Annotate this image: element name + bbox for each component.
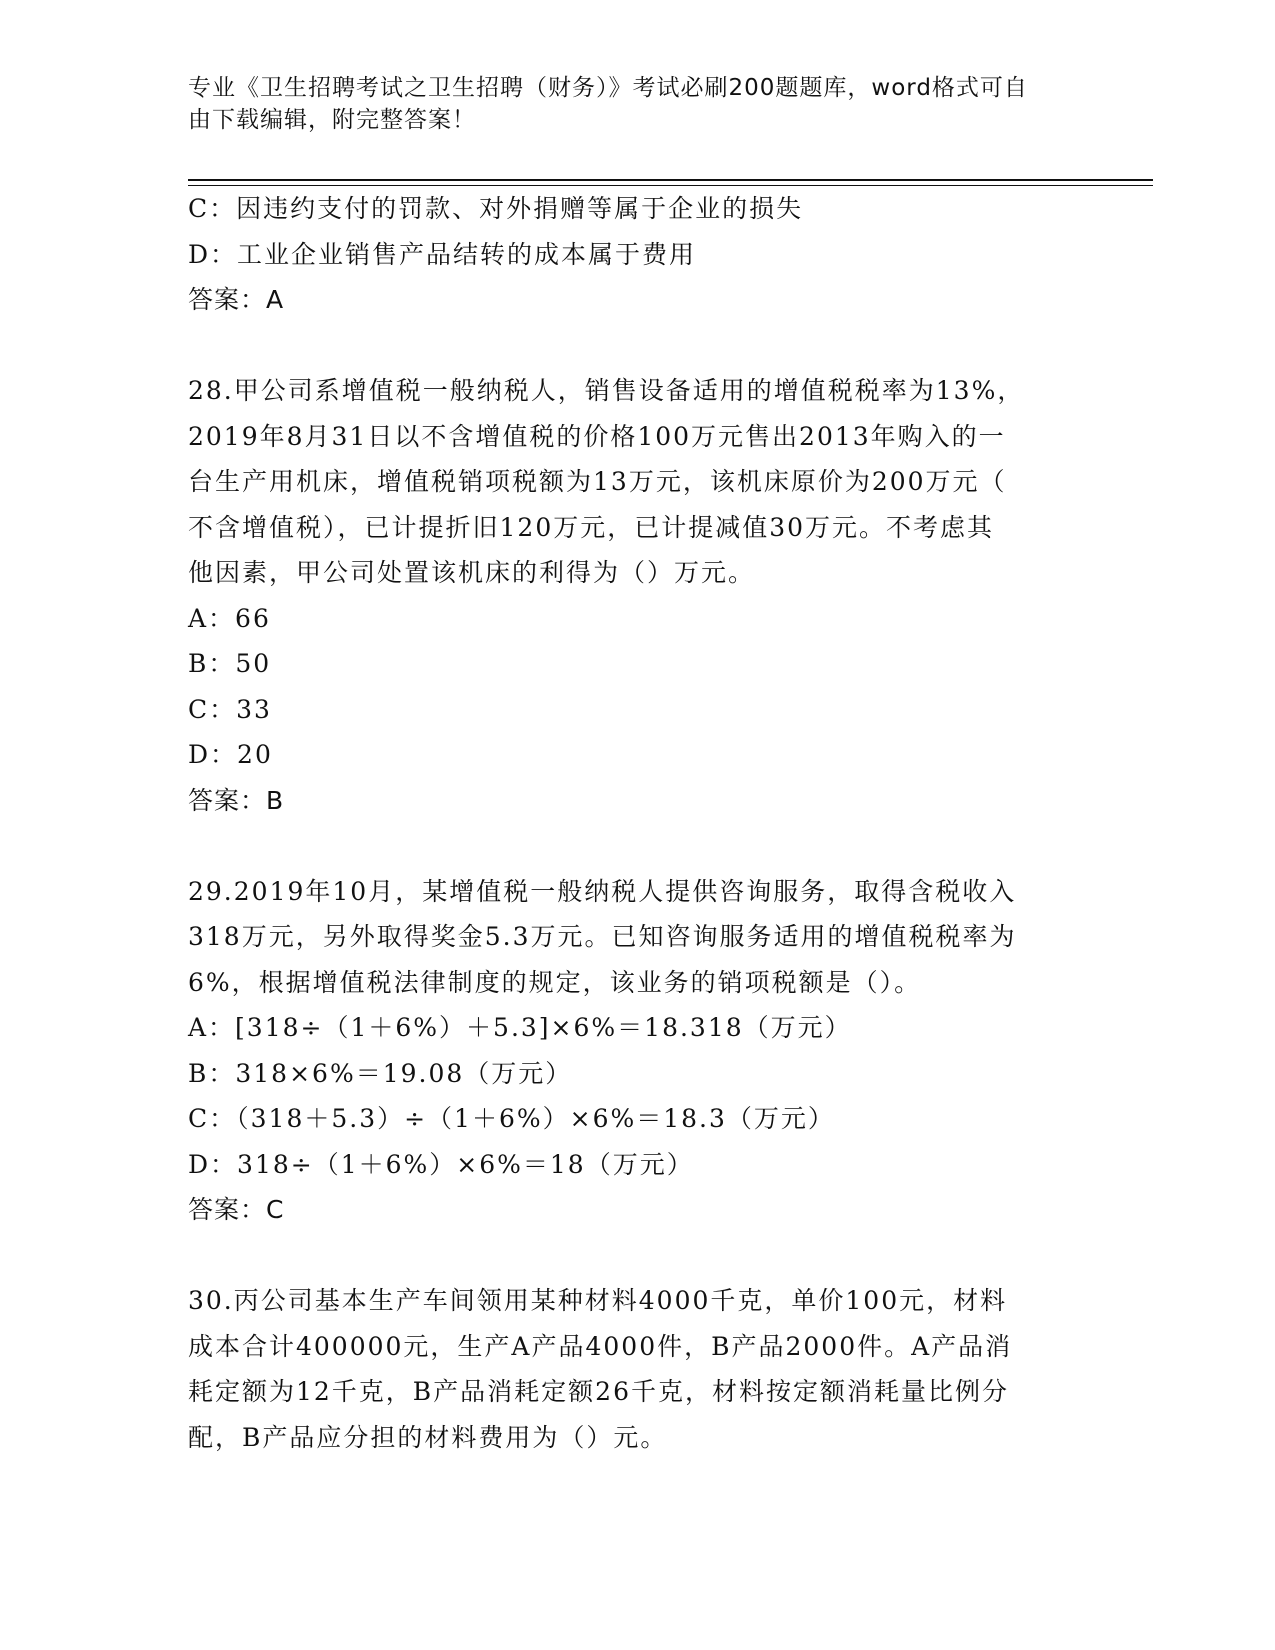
question-stem-line: 28.甲公司系增值税一般纳税人，销售设备适用的增值税税率为13%， <box>188 376 1025 405</box>
option-b: B：318×6%＝19.08（万元） <box>188 1058 573 1088</box>
question-stem-line: 6%，根据增值税法律制度的规定，该业务的销项税额是（）。 <box>188 967 922 997</box>
question-stem-line: 配，B产品应分担的材料费用为（）元。 <box>188 1422 668 1452</box>
question-stem-line: 成本合计400000元，生产A产品4000件，B产品2000件。A产品消 <box>188 1331 1013 1361</box>
option-c: C：因违约支付的罚款、对外捐赠等属于企业的损失 <box>188 194 804 223</box>
question-stem-line: 29.2019年10月，某增值税一般纳税人提供咨询服务，取得含税收入 <box>188 876 1017 906</box>
option-d: D：318÷（1＋6%）×6%＝18（万元） <box>188 1149 694 1179</box>
answer-line: 答案：A <box>188 285 285 314</box>
option-a: A：[318÷（1＋6%）＋5.3]×6%＝18.318（万元） <box>188 1013 852 1042</box>
question-30 <box>188 1278 1068 1460</box>
spacer <box>188 823 1068 869</box>
question-stem-line: 30.丙公司基本生产车间领用某种材料4000千克，单价100元，材料 <box>188 1286 1008 1315</box>
answer-line: 答案：C <box>188 1195 285 1224</box>
question-stem-line: 耗定额为12千克，B产品消耗定额26千克，材料按定额消耗量比例分 <box>188 1377 1009 1406</box>
header-line-2: 由下载编辑，附完整答案！ <box>188 107 476 133</box>
option-b: B：50 <box>188 649 272 678</box>
option-c: C：33 <box>188 694 272 724</box>
answer-line: 答案：B <box>188 785 285 815</box>
header-line-1: 专业《卫生招聘考试之卫生招聘（财务）》考试必刷200题题库，word格式可自 <box>188 75 1028 101</box>
option-d: D：工业企业销售产品结转的成本属于费用 <box>188 239 697 269</box>
document-header <box>188 72 1068 136</box>
spacer <box>188 323 1068 369</box>
question-stem-line: 2019年8月31日以不含增值税的价格100万元售出2013年购入的一 <box>188 421 1006 451</box>
document-body <box>188 186 1068 1460</box>
question-stem-line: 318万元，另外取得奖金5.3万元。已知咨询服务适用的增值税税率为 <box>188 922 1017 951</box>
question-stem-line: 台生产用机床，增值税销项税额为13万元，该机床原价为200万元（ <box>188 467 1007 496</box>
previous-question-tail <box>188 186 1068 323</box>
question-28 <box>188 368 1068 823</box>
spacer <box>188 1233 1068 1279</box>
question-stem-line: 不含增值税），已计提折旧120万元，已计提减值30万元。不考虑其 <box>188 512 995 542</box>
option-d: D：20 <box>188 740 273 769</box>
header-rule-thick <box>188 179 1153 181</box>
question-29 <box>188 869 1068 1233</box>
option-c: C：（318＋5.3）÷（1＋6%）×6%＝18.3（万元） <box>188 1104 835 1133</box>
option-a: A：66 <box>188 603 271 633</box>
question-stem-line: 他因素，甲公司处置该机床的利得为（）万元。 <box>188 558 756 587</box>
